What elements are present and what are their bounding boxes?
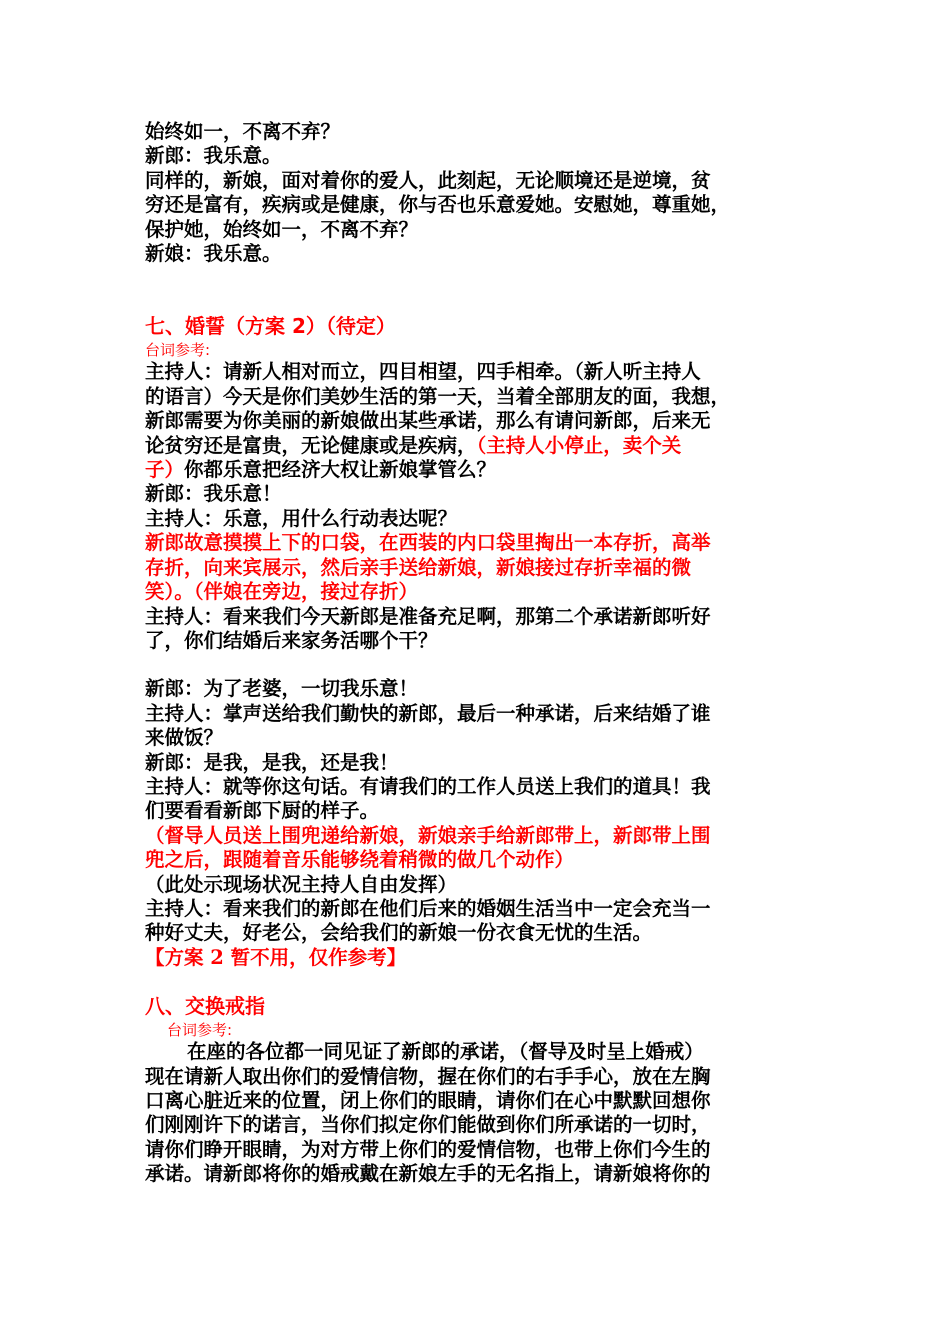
section-7 xyxy=(145,312,815,970)
spacer xyxy=(145,970,815,992)
text-line: 新郎：我乐意！ xyxy=(145,482,282,506)
text-line: 新娘：我乐意。 xyxy=(145,242,282,266)
stage-direction: （主持人小停止，卖个关 xyxy=(476,433,682,457)
text-line: 种好丈夫，好老公，会给我们的新娘一份衣食无忧的生活。 xyxy=(145,921,653,945)
spacer xyxy=(145,266,815,312)
text-line: 主持人：看来我们的新郎在他们后来的婚姻生活当中一定会充当一 xyxy=(145,896,711,920)
text-line: 口离心脏近来的位置，闭上你们的眼睛，请你们在心中默默回想你 xyxy=(145,1089,711,1112)
text-line: 承诺。请新郎将你的婚戒戴在新娘左手的无名指上，请新娘将你的 xyxy=(145,1162,711,1186)
text-line: 新郎：为了老婆，一切我乐意！ xyxy=(145,677,419,701)
text-line: 们要看看新郎下厨的样子。 xyxy=(145,799,380,823)
text-line: 来做饭？ xyxy=(145,726,224,750)
text-line: 在座的各位都一同见证了新郎的承诺，（督导及时呈上婚戒） xyxy=(187,1040,704,1064)
text-line: 了，你们结婚后来家务活哪个干？ xyxy=(145,628,438,652)
stage-direction: 兜之后，跟随着音乐能够绕着稍微的做几个动作） xyxy=(145,848,575,872)
stage-direction: 新郎故意摸摸上下的口袋，在西装的内口袋里掏出一本存折，高举 xyxy=(145,531,711,555)
intro-block xyxy=(145,120,815,266)
section-8 xyxy=(145,992,815,1186)
section-7-ref-label: 台词参考: xyxy=(145,341,211,360)
text-line: 同样的，新娘，面对着你的爱人，此刻起，无论顺境还是逆境，贫 xyxy=(145,168,711,192)
text-run: 论贫穷还是富贵，无论健康或是疾病， xyxy=(145,433,477,457)
text-line: 保护她，始终如一，不离不弃？ xyxy=(145,217,419,241)
text-line: 主持人：请新人相对而立，四目相望，四手相牵。（新人听主持人 xyxy=(145,360,701,384)
stage-direction: 存折，向来宾展示，然后亲手送给新娘，新娘接过存折幸福的微 xyxy=(145,555,692,579)
section-7-heading: 七、婚誓（方案 2）（待定） xyxy=(145,314,396,339)
stage-direction: （督导人员送上围兜递给新娘，新娘亲手给新郎带上，新郎带上围 xyxy=(145,823,711,847)
text-run: 你都乐意把经济大权让新娘掌管么？ xyxy=(184,458,497,482)
section-7-note: 【方案 2 暂不用，仅作参考】 xyxy=(145,945,407,969)
section-8-heading: 八、交换戒指 xyxy=(145,994,265,1019)
text-line xyxy=(145,458,815,482)
text-line: 穷还是富有，疾病或是健康，你与否也乐意爱她。安慰她，尊重她， xyxy=(145,193,731,217)
section-8-ref-label: 台词参考: xyxy=(167,1021,233,1040)
stage-direction: 子） xyxy=(145,458,185,482)
text-line: 主持人：乐意，用什么行动表达呢？ xyxy=(145,506,458,530)
text-line: 请你们睁开眼睛，为对方带上你们的爱情信物，也带上你们今生的 xyxy=(145,1137,711,1161)
text-line: 新郎：是我，是我，还是我！ xyxy=(145,750,399,774)
text-line xyxy=(145,434,815,458)
text-line: 们刚刚许下的诺言，当你们拟定你们能做到你们所承诺的一切时， xyxy=(145,1113,711,1137)
stage-direction: 笑）。（伴娘在旁边，接过存折） xyxy=(145,580,419,604)
document-page xyxy=(145,120,815,1187)
text-line: 新郎需要为你美丽的新娘做出某些承诺，那么有请问新郎，后来无 xyxy=(145,409,711,433)
text-line: 主持人：掌声送给我们勤快的新郎，最后一种承诺，后来结婚了谁 xyxy=(145,701,711,725)
text-line: 始终如一，不离不弃？ xyxy=(145,120,341,143)
text-line: 主持人：就等你这句话。有请我们的工作人员送上我们的道具！我 xyxy=(145,774,711,798)
text-line: 现在请新人取出你们的爱情信物，握在你们的右手手心，放在左胸 xyxy=(145,1064,711,1088)
text-line: 的语言）今天是你们美妙生活的第一天，当着全部朋友的面，我想， xyxy=(145,384,731,408)
spacer xyxy=(145,653,815,677)
text-line: （此处示现场状况主持人自由发挥） xyxy=(145,872,458,896)
text-line: 主持人：看来我们今天新郎是准备充足啊，那第二个承诺新郎听好 xyxy=(145,604,711,628)
text-line: 新郎：我乐意。 xyxy=(145,144,282,168)
